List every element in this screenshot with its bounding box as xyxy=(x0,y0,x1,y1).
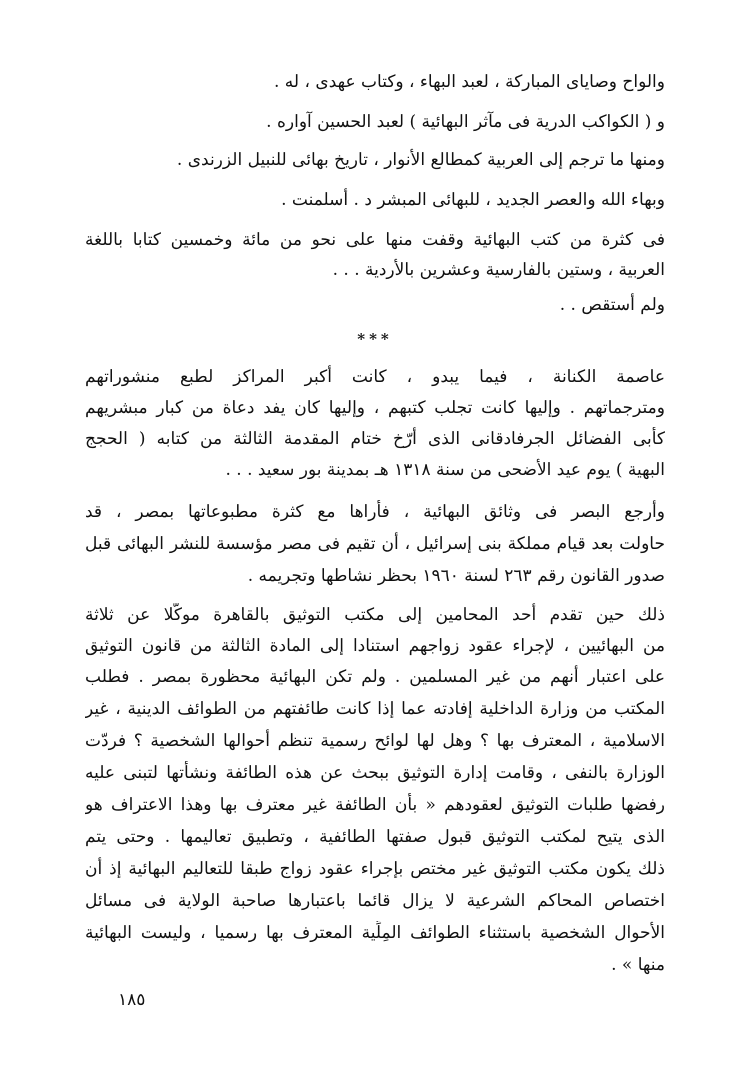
text-line: كأبى الفضائل الجرفادقانى الذى أرّخ ختام المقدمة الثالثة من كتابه ( الحجج xyxy=(85,429,665,449)
text-line: الاسلامية ، المعترف بها ؟ وهل لها لوائح رسمية تنظم أحوالها الشخصية ؟ فردّت xyxy=(85,731,665,751)
text-line: رفضها طلبات التوثيق لعقودهم « بأن الطائفة غير معترف بها وهذا الاعتراف هو xyxy=(85,795,665,815)
text-line: ومترجماتهم . وإليها كانت تجلب كتبهم ، وإليها كان يفد دعاة من كبار مبشريهم xyxy=(85,398,665,418)
text-line: ولم أستقص . . xyxy=(559,295,665,315)
section-separator: *** xyxy=(357,330,393,348)
text-line: البهية ) يوم عيد الأضحى من سنة ١٣١٨ هـ بمدينة بور سعيد . . . xyxy=(225,460,665,480)
text-line: صدور القانون رقم ٢٦٣ لسنة ١٩٦٠ بحظر نشاطها وتجريمه . xyxy=(247,566,665,586)
text-line: وأرجع البصر فى وثائق البهائية ، فأراها مع كثرة مطبوعاتها بمصر ، قد xyxy=(85,502,665,522)
text-line: ومنها ما ترجم إلى العربية كمطالع الأنوار ، تاريخ بهائى للنبيل الزرندى . xyxy=(176,150,665,170)
text-line: و ( الكواكب الدرية فى مآثر البهائية ) لعبد الحسين آواره . xyxy=(266,112,665,132)
text-line: الأحوال الشخصية باستثناء الطوائف المِلِّية المعترف بها رسميا ، وليست البهائية xyxy=(85,923,665,943)
text-line: المكتب من وزارة الداخلية إفادته عما إذا كانت طائفتهم من الطوائف الدينية ، غير xyxy=(85,699,665,719)
text-line: الوزارة بالنفى ، وقامت إدارة التوثيق ببحث عن هذه الطائفة ونشأتها لتبنى عليه xyxy=(85,763,665,783)
page-number: ١٨٥ xyxy=(118,990,146,1010)
text-line: فى كثرة من كتب البهائية وقفت منها على نحو من مائة وخمسين كتابا باللغة xyxy=(85,230,665,250)
text-line: منها » . xyxy=(611,955,665,975)
text-line: ذلك حين تقدم أحد المحامين إلى مكتب التوثيق بالقاهرة موكّلا عن ثلاثة xyxy=(85,605,665,625)
text-line: حاولت بعد قيام مملكة بنى إسرائيل ، أن تقيم فى مصر مؤسسة للنشر البهائى قبل xyxy=(85,534,665,554)
text-line: العربية ، وستين بالفارسية وعشرين بالأردية . . . xyxy=(332,260,665,280)
text-line: اختصاص المحاكم الشرعية لا يزال قائما باعتبارها صاحبة الولاية فى مسائل xyxy=(85,891,665,911)
text-line: على اعتبار أنهم من غير المسلمين . ولم تكن البهائية محظورة بمصر . فطلب xyxy=(85,667,665,687)
text-line: ذلك يكون مكتب التوثيق غير مختص بإجراء عقود زواج طبقا للتعاليم البهائية إذ أن xyxy=(85,859,665,879)
text-line: وبهاء الله والعصر الجديد ، للبهائى المبشر د . أسلمنت . xyxy=(281,190,665,210)
text-line: الذى يتيح لمكتب التوثيق قبول صفتها الطائفية ، وتطبيق تعاليمها . وحتى يتم xyxy=(85,827,665,847)
text-line: عاصمة الكنانة ، فيما يبدو ، كانت أكبر المراكز لطبع منشوراتهم xyxy=(85,367,665,387)
text-line: والواح وصاياى المباركة ، لعبد البهاء ، وكتاب عهدى ، له . xyxy=(274,72,665,92)
text-line: من البهائيين ، لإجراء عقود زواجهم استنادا إلى المادة الثالثة من قانون التوثيق xyxy=(85,636,665,656)
